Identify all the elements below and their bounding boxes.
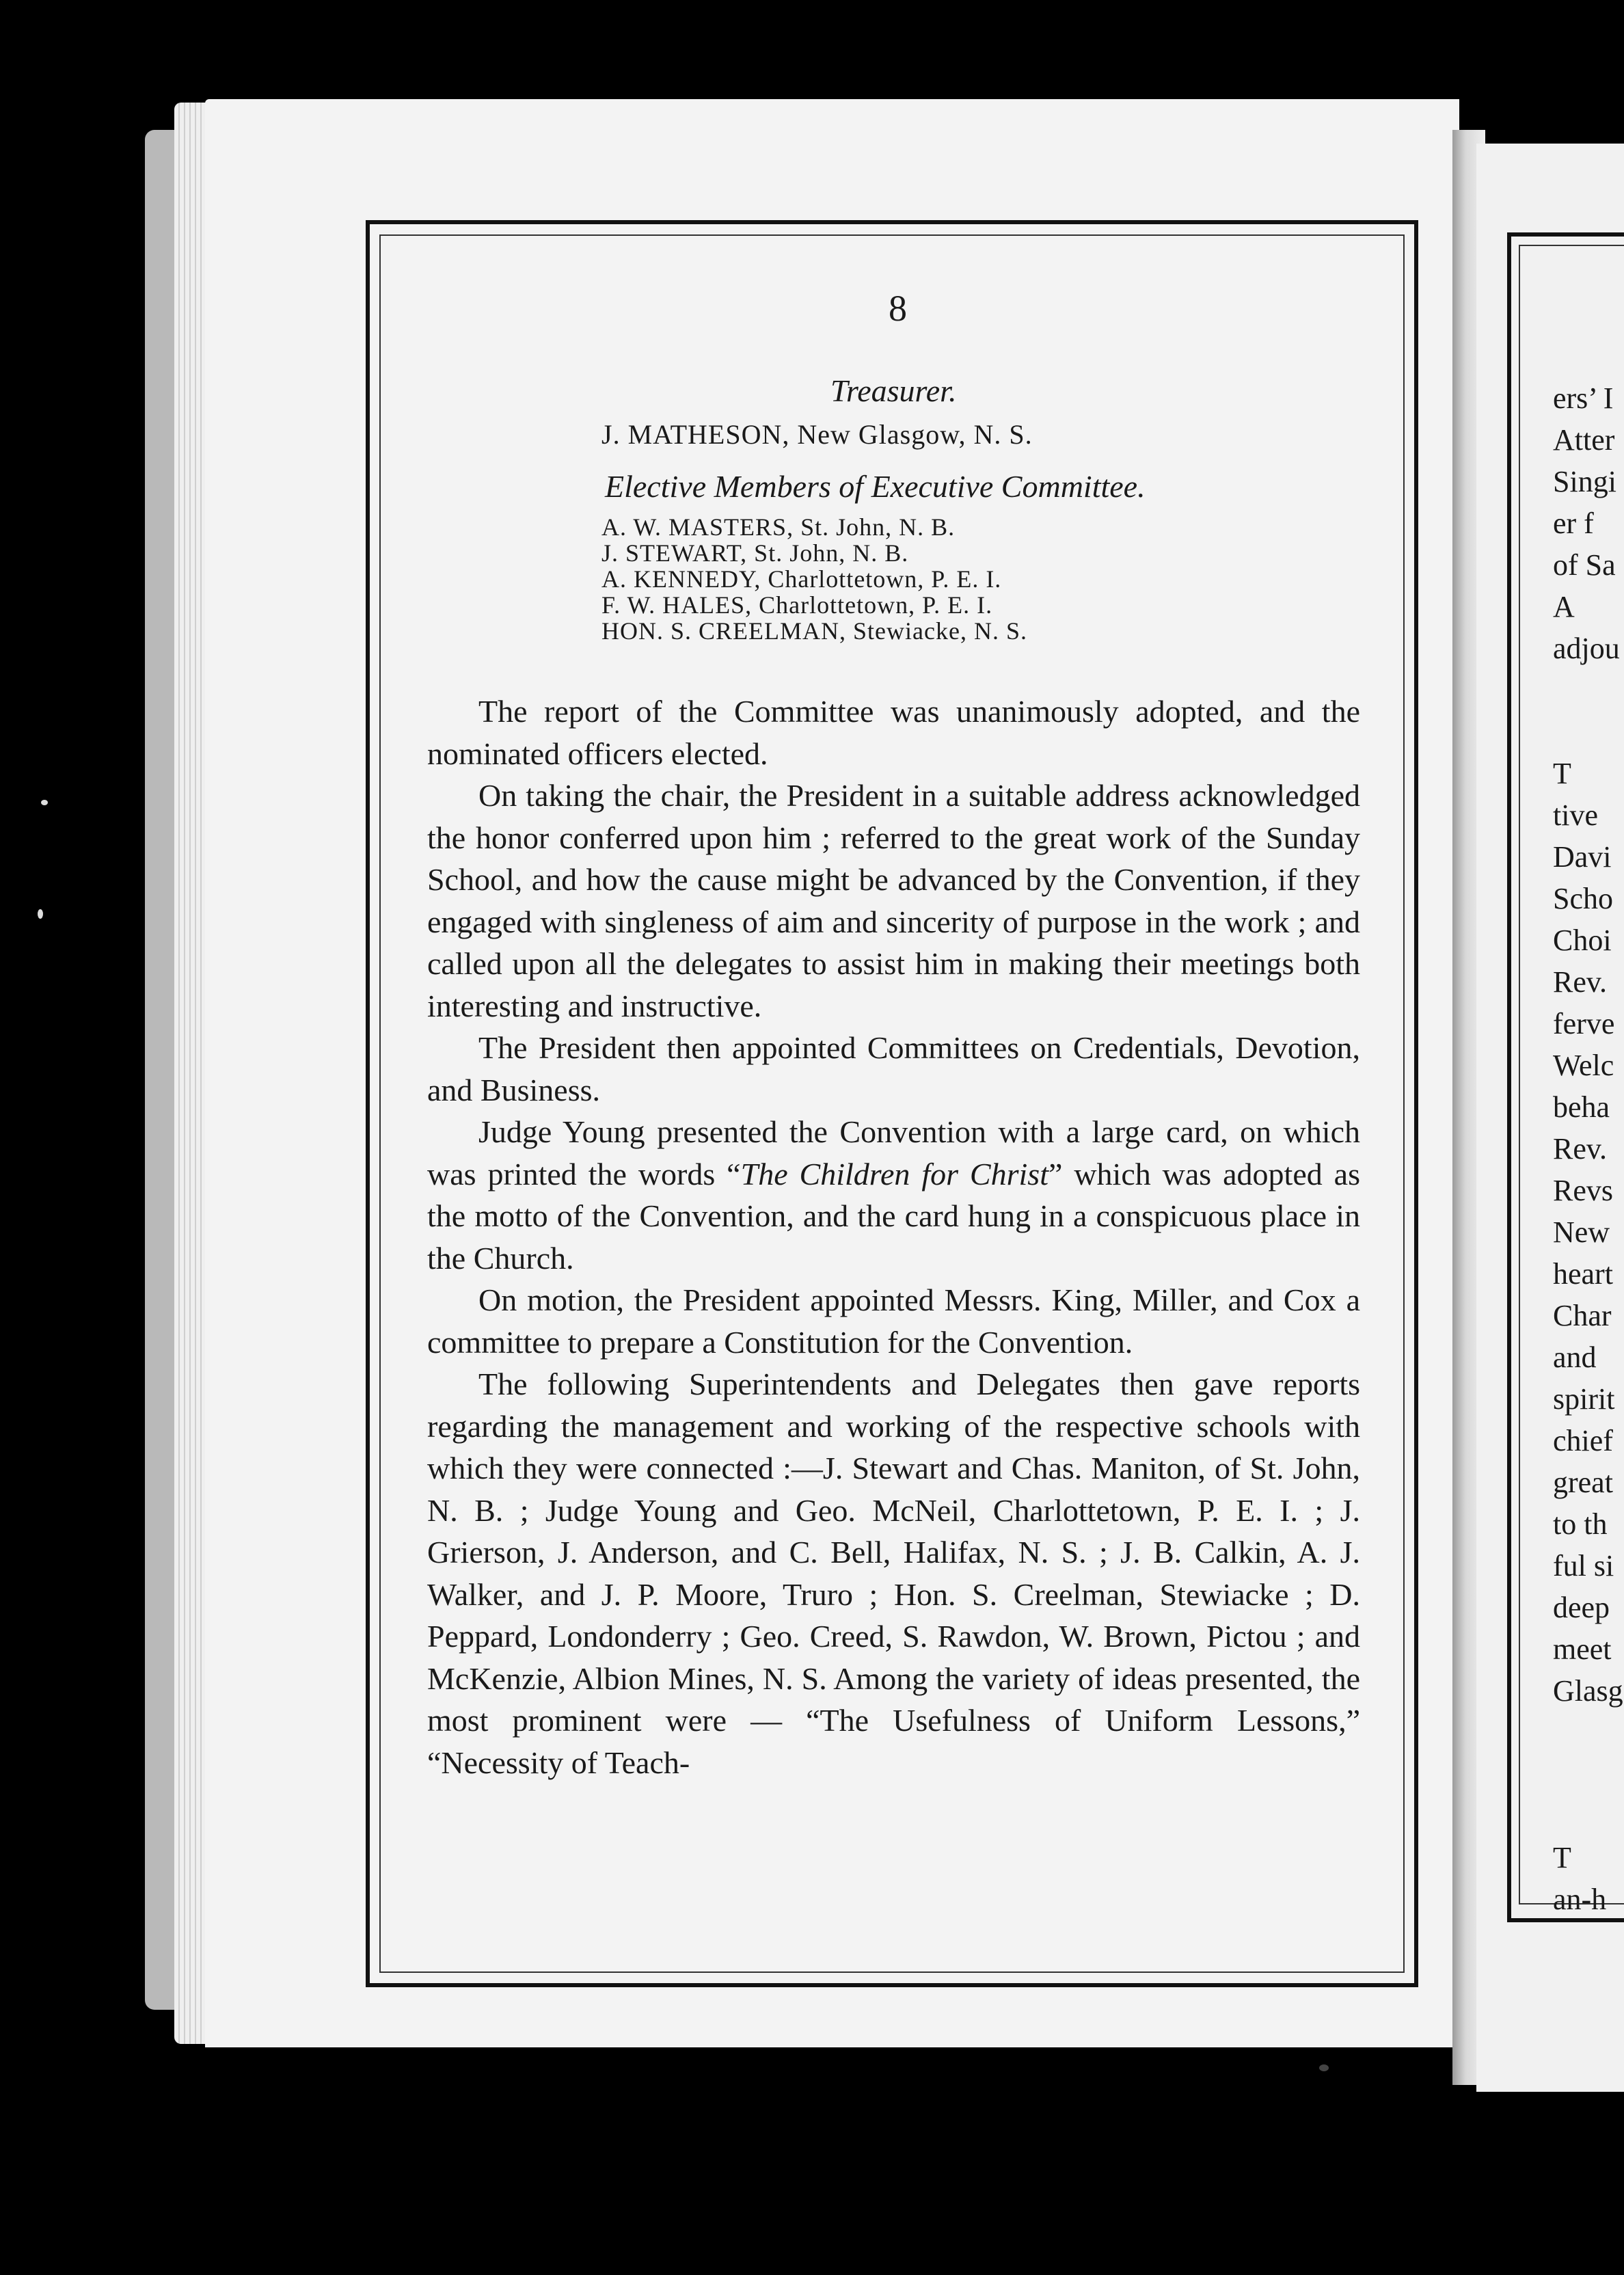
facing-page-line: ful si bbox=[1553, 1549, 1614, 1583]
facing-page-line: Atter bbox=[1553, 423, 1615, 457]
facing-page-line: Davi bbox=[1553, 840, 1612, 874]
paragraph-text: ” which was adopted as the motto of the Convention, and the card hung in a conspicuous place in the Church. bbox=[427, 1156, 1360, 1276]
body-text bbox=[427, 690, 1360, 1783]
facing-page-line: deep bbox=[1553, 1591, 1610, 1624]
committee-member: F. W. HALES, Charlottetown, P. E. I. bbox=[601, 591, 993, 619]
facing-page-line: of Sa bbox=[1553, 548, 1616, 582]
facing-page-line: Welc bbox=[1553, 1049, 1614, 1082]
treasurer-heading: Treasurer. bbox=[830, 373, 957, 408]
treasurer-name: J. MATHESON, New Glasgow, N. S. bbox=[601, 419, 1033, 450]
committee-member: HON. S. CREELMAN, Stewiacke, N. S. bbox=[601, 617, 1027, 645]
facing-page-line: T bbox=[1553, 757, 1571, 790]
facing-page-line: New bbox=[1553, 1215, 1610, 1249]
facing-page-line: Rev. bbox=[1553, 1132, 1608, 1166]
facing-page-line: spirit bbox=[1553, 1382, 1615, 1416]
committee-heading: Elective Members of Executive Committee. bbox=[605, 469, 1146, 504]
paragraph: The President then appointed Committees on Credentials, Devotion, and Business. bbox=[427, 1030, 1360, 1107]
facing-page-line bbox=[1553, 671, 1624, 713]
paragraph: The report of the Committee was unanimously adopted, and the nominated officers elected. bbox=[427, 694, 1360, 771]
facing-page-line bbox=[1553, 1797, 1624, 1839]
paragraph bbox=[427, 1111, 1360, 1279]
facing-page-line: ers’ I bbox=[1553, 381, 1614, 415]
facing-page-line: tive bbox=[1553, 798, 1598, 832]
facing-page-line: Rev. bbox=[1553, 965, 1608, 999]
committee-member: A. KENNEDY, Charlottetown, P. E. I. bbox=[601, 565, 1002, 593]
facing-page-line: Revs bbox=[1553, 1174, 1613, 1207]
facing-page-line: T bbox=[1553, 1841, 1571, 1874]
facing-page-line: Char bbox=[1553, 1299, 1612, 1332]
committee-member: A. W. MASTERS, St. John, N. B. bbox=[601, 513, 956, 541]
facing-page-line: ferve bbox=[1553, 1007, 1615, 1040]
paragraph: On taking the chair, the President in a suitable address acknowledged the honor conferred upon him ; referred to the great work of the Sunday School, and how the cause might be advanced by the Convention, if they engaged with singleness of aim and sincerity of purpose in the work ; and called upon all the delegates to assist him in making their meetings both interesting and instructive. bbox=[427, 778, 1360, 1023]
facing-page-line: and bbox=[1553, 1341, 1597, 1374]
facing-page-line: er f bbox=[1553, 507, 1594, 540]
facing-page-line bbox=[1553, 1714, 1624, 1755]
facing-page-line bbox=[1553, 1755, 1624, 1797]
facing-page-line: heart bbox=[1553, 1257, 1613, 1291]
facing-page-line: beha bbox=[1553, 1090, 1610, 1124]
motto: The Children for Christ bbox=[740, 1156, 1048, 1192]
page-number: 8 bbox=[889, 288, 907, 329]
facing-page-text bbox=[1553, 379, 1624, 1922]
facing-page-line: Glasg bbox=[1553, 1674, 1623, 1708]
facing-page-line: adjou bbox=[1553, 632, 1620, 665]
paragraph: The following Superintendents and Delegates then gave reports regarding the management and working of the respective schools with which they were connected :—J. Stewart and Chas. Maniton, of St. John, N. B. ; Judge Young and Geo. McNeil, Charlottetown, P. E. I. ; J. Grierson, J. Anderson, and C. Bell, Halifax, N. S. ; J. B. Calkin, A. J. Walker, and J. P. Moore, Truro ; Hon. S. Creelman, Stewiacke ; D. Peppard, Londonderry ; Geo. Creed, S. Rawdon, W. Brown, Pictou ; and McKenzie, Albion Mines, N. S. Among the variety of ideas presented, the most prominent were — “The Usefulness of Uniform Lessons,” “Necessity of Teach- bbox=[427, 1367, 1360, 1780]
facing-page-line bbox=[1553, 713, 1624, 755]
facing-page-line: great bbox=[1553, 1466, 1613, 1499]
committee-member: J. STEWART, St. John, N. B. bbox=[601, 539, 909, 567]
facing-page-line: A bbox=[1553, 590, 1575, 623]
paragraph-text: Judge Young presented the Convention with a large card, on which was printed the words “ bbox=[427, 1114, 1360, 1192]
facing-page-line: meet bbox=[1553, 1632, 1612, 1666]
paragraph: On motion, the President appointed Messrs. King, Miller, and Cox a committee to prepare a Constitution for the Convention. bbox=[427, 1282, 1360, 1360]
facing-page-line: Singi bbox=[1553, 465, 1616, 498]
facing-page-line: an-h bbox=[1553, 1883, 1607, 1916]
facing-page-line: Scho bbox=[1553, 882, 1613, 915]
facing-page-line: chief bbox=[1553, 1424, 1613, 1457]
facing-page-line: to th bbox=[1553, 1507, 1608, 1541]
facing-page-line: Choi bbox=[1553, 924, 1612, 957]
